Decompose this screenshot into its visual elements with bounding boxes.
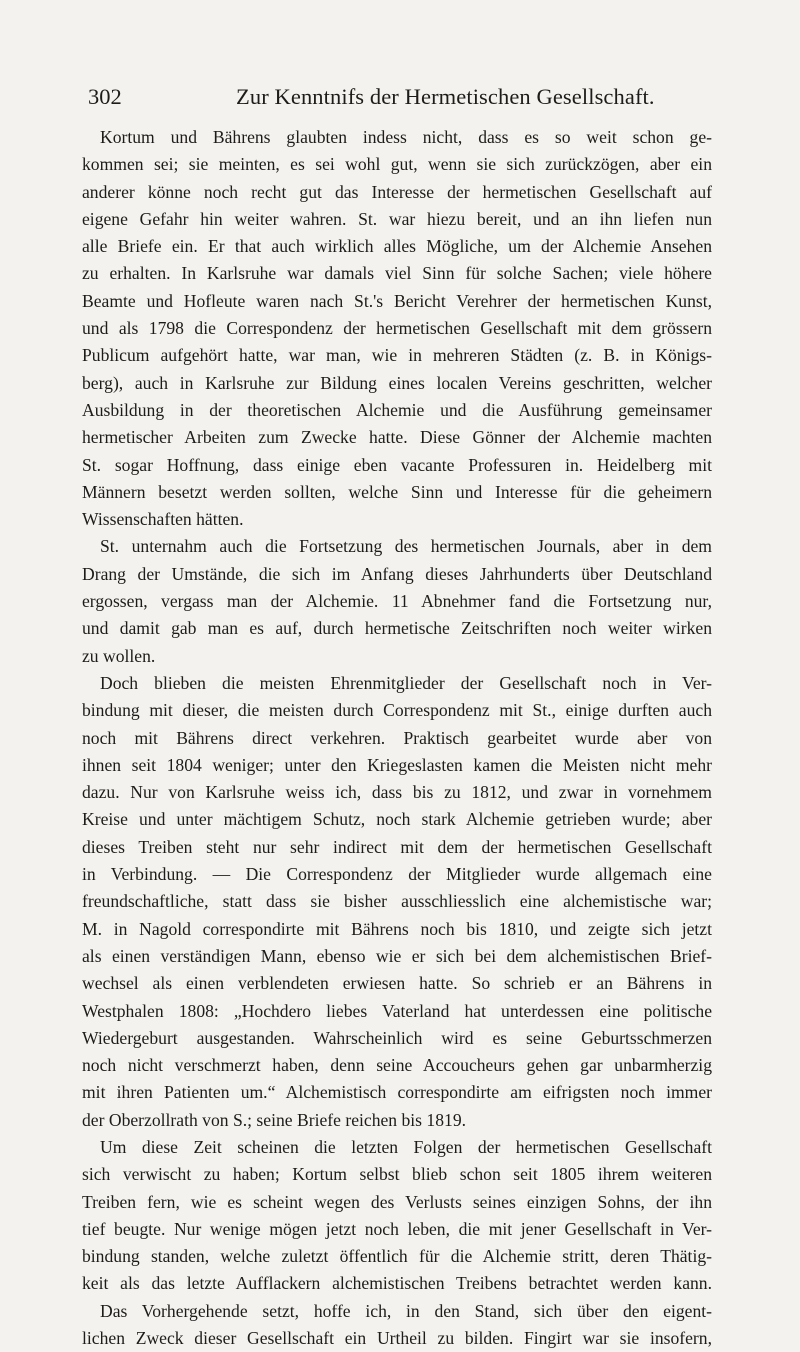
text-line: M. in Nagold correspondirte mit Bährens noch bis 1810, und zeigte sich jetzt — [82, 918, 712, 939]
text-line: anderer könne noch recht gut das Interesse der hermetischen Gesellschaft auf — [82, 181, 712, 202]
text-line: Männern besetzt werden sollten, welche Sinn und Interesse für die geheimern — [82, 481, 712, 502]
text-line: Kreise und unter mächtigem Schutz, noch stark Alchemie getrieben wurde; aber — [82, 809, 712, 830]
text-line: hermetischer Arbeiten zum Zwecke hatte. Diese Gönner der Alchemie machten — [82, 427, 712, 448]
text-line: Das Vorhergehende setzt, hoffe ich, in den Stand, sich über den eigent- — [100, 1300, 712, 1321]
text-line: St. sogar Hoffnung, dass einige eben vacante Professuren in. Heidelberg mit — [82, 454, 712, 475]
text-line: Doch blieben die meisten Ehrenmitglieder der Gesellschaft noch in Ver- — [100, 672, 712, 693]
running-title: Zur Kenntnifs der Hermetischen Gesellschaft. — [236, 84, 655, 109]
text-line: Ausbildung in der theoretischen Alchemie und die Ausführung gemeinsamer — [82, 399, 712, 420]
text-line: Publicum aufgehört hatte, war man, wie in mehreren Städten (z. B. in Königs- — [82, 345, 712, 366]
text-line: Kortum und Bährens glaubten indess nicht, dass es so weit schon ge- — [100, 127, 712, 147]
text-line: Beamte und Hofleute waren nach St.'s Bericht Verehrer der hermetischen Kunst, — [82, 290, 712, 311]
text-line: St. unternahm auch die Fortsetzung des hermetischen Journals, aber in dem — [100, 536, 712, 557]
text-line: berg), auch in Karlsruhe zur Bildung eines localen Vereins geschritten, welcher — [82, 372, 712, 393]
text-line: keit als das letzte Aufflackern alchemistischen Treibens betrachtet werden kann. — [82, 1273, 712, 1294]
text-line: bindung mit dieser, die meisten durch Correspondenz mit St., einige durften auch — [82, 700, 712, 721]
text-line: alle Briefe ein. Er that auch wirklich alles Mögliche, um der Alchemie Ansehen — [82, 236, 712, 257]
page-number: 302 — [88, 84, 122, 109]
text-line: mit ihren Patienten um.“ Alchemistisch correspondirte am eifrigsten noch immer — [82, 1082, 712, 1103]
text-line: Um diese Zeit scheinen die letzten Folgen der hermetischen Gesellschaft — [100, 1136, 712, 1157]
text-line: bindung standen, welche zuletzt öffentlich für die Alchemie stritt, deren Thätig- — [82, 1246, 712, 1267]
text-line: freundschaftliche, statt dass sie bisher ausschliesslich eine alchemistische war; — [82, 891, 712, 912]
text-line: wechsel als einen verblendeten erwiesen hatte. So schrieb er an Bährens in — [82, 973, 712, 994]
text-line: noch nicht verschmerzt haben, denn seine Accoucheurs gehen gar unbarmherzig — [82, 1055, 712, 1076]
text-line: und damit gab man es auf, durch hermetische Zeitschriften noch weiter wirken — [82, 618, 712, 639]
text-line: noch mit Bährens direct verkehren. Praktisch gearbeitet wurde aber von — [82, 727, 712, 748]
text-line: dazu. Nur von Karlsruhe weiss ich, dass bis zu 1812, und zwar in vornehmem — [82, 782, 712, 803]
text-line: dieses Treiben steht nur sehr indirect mit dem der hermetischen Gesellschaft — [82, 836, 712, 857]
text-line: und als 1798 die Correspondenz der hermetischen Gesellschaft mit dem grössern — [82, 318, 712, 339]
text-line: Drang der Umstände, die sich im Anfang dieses Jahrhunderts über Deutschland — [82, 563, 712, 584]
text-line: zu erhalten. In Karlsruhe war damals viel Sinn für solche Sachen; viele höhere — [82, 263, 712, 284]
text-line: Treiben fern, wie es scheint wegen des Verlusts seines einzigen Sohns, der ihn — [82, 1191, 712, 1212]
text-line: tief beugte. Nur wenige mögen jetzt noch leben, die mit jener Gesellschaft in Ver- — [82, 1218, 712, 1239]
text-line: kommen sei; sie meinten, es sei wohl gut, wenn sie sich zurückzögen, aber ein — [82, 154, 712, 175]
text-line: sich verwischt zu haben; Kortum selbst blieb schon seit 1805 ihrem weiteren — [82, 1164, 712, 1185]
body-text — [82, 124, 712, 1352]
text-line: Westphalen 1808: „Hochdero liebes Vaterland hat unterdessen eine politische — [82, 1000, 712, 1021]
text-line: lichen Zweck dieser Gesellschaft ein Urtheil zu bilden. Fingirt war sie insofern, — [82, 1328, 712, 1349]
text-line: eigene Gefahr hin weiter wahren. St. war hiezu bereit, und an ihn liefen nun — [82, 208, 712, 229]
text-line: Wiedergeburt ausgestanden. Wahrscheinlich wird es seine Geburtsschmerzen — [82, 1027, 712, 1048]
text-line: ihnen seit 1804 weniger; unter den Kriegeslasten kamen die Meisten nicht mehr — [82, 754, 712, 775]
text-line: Wissenschaften hätten. — [82, 509, 244, 530]
text-line: als einen verständigen Mann, ebenso wie er sich bei dem alchemistischen Brief- — [82, 945, 712, 966]
text-line: ergossen, vergass man der Alchemie. 11 Abnehmer fand die Fortsetzung nur, — [82, 591, 712, 612]
text-line: in Verbindung. — Die Correspondenz der Mitglieder wurde allgemach eine — [82, 864, 712, 885]
text-line: zu wollen. — [82, 645, 156, 666]
text-line: der Oberzollrath von S.; seine Briefe reichen bis 1819. — [82, 1109, 467, 1130]
